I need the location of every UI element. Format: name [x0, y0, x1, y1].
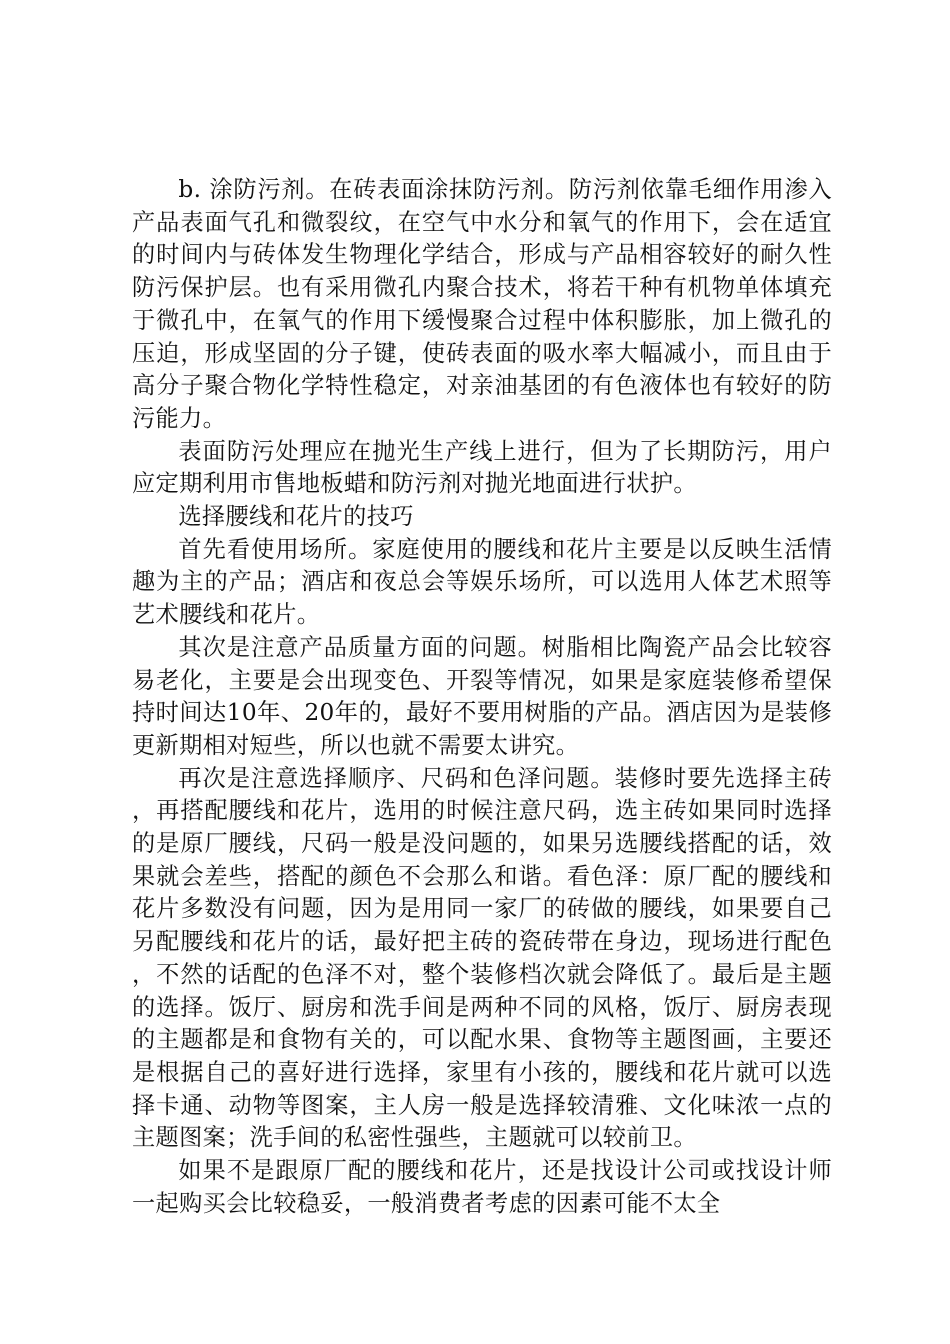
section-heading: 选择腰线和花片的技巧	[178, 503, 414, 531]
paragraph-usage-location: 首先看使用场所。家庭使用的腰线和花片主要是以反映生活情趣为主的产品；酒店和夜总会等娱乐场所，可以选用人体艺术照等艺术腰线和花片。	[132, 535, 832, 629]
document-page	[132, 174, 832, 1221]
paragraph-product-quality: 其次是注意产品质量方面的问题。树脂相比陶瓷产品会比较容易老化，主要是会出现变色、开裂等情况，如果是家庭装修希望保持时间达10年、20年的，最好不要用树脂的产品。酒店因为是装修更新期相对短些，所以也就不需要太讲究。	[132, 633, 832, 759]
paragraph-designer-advice: 如果不是跟原厂配的腰线和花片，还是找设计公司或找设计师一起购买会比较稳妥，一般消费者考虑的因素可能不太全	[132, 1157, 832, 1217]
paragraph-surface-treatment: 表面防污处理应在抛光生产线上进行，但为了长期防污，用户应定期利用市售地板蜡和防污剂对抛光地面进行状护。	[132, 437, 832, 498]
paragraph-antifouling-agent: b. 涂防污剂。在砖表面涂抹防污剂。防污剂依靠毛细作用渗入产品表面气孔和微裂纹，在空气中水分和氧气的作用下，会在适宜的时间内与砖体发生物理化学结合，形成与产品相容较好的耐久性防污保护层。也有采用微孔内聚合技术，将若干种有机物单体填充于微孔中，在氧气的作用下缓慢聚合过程中体积膨胀，加上微孔的压迫，形成坚固的分子键，使砖表面的吸水率大幅减小，而且由于高分子聚合物化学特性稳定，对亲油基团的有色液体也有较好的防污能力。	[132, 176, 832, 432]
paragraph-selection-order: 再次是注意选择顺序、尺码和色泽问题。装修时要先选择主砖，再搭配腰线和花片，选用的时候注意尺码，选主砖如果同时选择的是原厂腰线，尺码一般是没问题的，如果另选腰线搭配的话，效果就会差些，搭配的颜色不会那么和谐。看色泽：原厂配的腰线和花片多数没有问题，因为是用同一家厂的砖做的腰线，如果要自己另配腰线和花片的话，最好把主砖的瓷砖带在身边，现场进行配色，不然的话配的色泽不对，整个装修档次就会降低了。最后是主题的选择。饭厅、厨房和洗手间是两种不同的风格，饭厅、厨房表现的主题都是和食物有关的，可以配水果、食物等主题图画，主要还是根据自己的喜好进行选择，家里有小孩的，腰线和花片就可以选择卡通、动物等图案，主人房一般是选择较清雅、文化味浓一点的主题图案；洗手间的私密性强些，主题就可以较前卫。	[132, 764, 832, 1152]
